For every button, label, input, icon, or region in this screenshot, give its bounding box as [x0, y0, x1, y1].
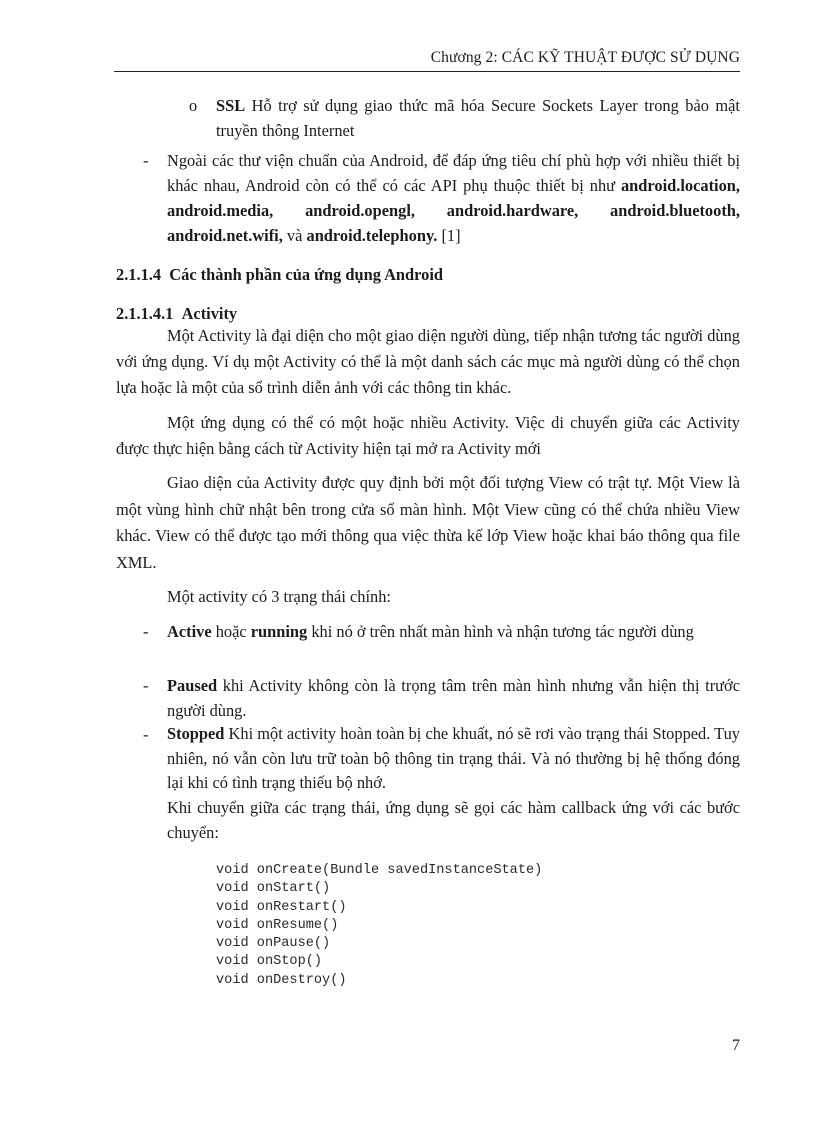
paragraph-activity-states-intro: Một activity có 3 trạng thái chính:	[167, 587, 391, 606]
state-term: Stopped	[167, 724, 225, 743]
paragraph-activity-definition: Một Activity là đại diện cho một giao diện người dùng, tiếp nhận tương tác người dùng với ứng dụng. Ví dụ một Activity có thể là một danh sách các mục mà người dùng có thể chọn lựa hoặc là một của sổ trình diễn ảnh với các thông tin khác.	[116, 326, 740, 397]
section-number: 2.1.1.4.1	[116, 304, 174, 323]
code-line: void onPause()	[216, 936, 331, 952]
state-connector: hoặc	[211, 622, 251, 641]
code-line: void onCreate(Bundle savedInstanceState)	[216, 863, 543, 878]
code-line: void onResume()	[216, 917, 339, 933]
list-bullet: o	[189, 96, 198, 115]
state-term: Paused	[167, 676, 218, 695]
paragraph-callback-intro: Khi chuyển giữa các trạng thái, ứng dụng sẽ gọi các hàm callback ứng với các bước chuyển:	[167, 798, 740, 842]
api-libraries: android.location, android.media, android.opengl, android.hardware, android.bluetooth, android.net.wifi,	[167, 176, 740, 245]
state-item-stopped	[167, 722, 740, 796]
code-line: void onStart()	[216, 881, 331, 897]
paragraph-activity-navigation: Một ứng dụng có thể có một hoặc nhiều Activity. Việc di chuyển giữa các Activity được thực hiện bằng cách từ Activity hiện tại mở ra Activity mới	[116, 413, 740, 458]
state-item-paused	[167, 673, 740, 723]
citation: [1]	[437, 226, 461, 245]
ssl-list-item	[216, 93, 740, 143]
page-number: 7	[732, 1037, 740, 1054]
list-dash: -	[143, 725, 149, 744]
code-line: void onDestroy()	[216, 972, 347, 988]
ssl-term: SSL	[216, 96, 246, 115]
api-joiner: và	[282, 226, 307, 245]
state-term: running	[250, 622, 308, 641]
list-dash: -	[143, 622, 149, 641]
list-dash: -	[143, 676, 149, 695]
ssl-description: Hỗ trợ sử dụng giao thức mã hóa Secure Sockets Layer trong bảo mật truyền thông Internet	[216, 96, 740, 140]
api-list-item	[167, 148, 740, 248]
section-number: 2.1.1.4	[116, 265, 162, 284]
state-description: Khi một activity hoàn toàn bị che khuất, nó sẽ rơi vào trạng thái Stopped. Tuy nhiên, nó vẫn còn lưu trữ toàn bộ thông tin trạng thái. Và nó thường bị hệ thống đóng lại khi có tình trạng thiếu bộ nhớ.	[167, 724, 740, 792]
code-line: void onRestart()	[216, 899, 347, 915]
paragraph-activity-view: Giao diện của Activity được quy định bởi một đối tượng View có trật tự. Một View là một vùng hình chữ nhật bên trong cửa sổ màn hình. Một View cũng có thể chứa nhiều View khác. View có thể được tạo mới thông qua việc thừa kế lớp View hoặc khai báo thông qua file XML.	[116, 473, 740, 572]
state-description: khi Activity không còn là trọng tâm trên màn hình nhưng vẫn hiện thị trước người dùng.	[167, 676, 740, 720]
api-last-library: android.telephony.	[306, 226, 438, 245]
section-title: Các thành phần của ứng dụng Android	[169, 265, 443, 284]
list-dash: -	[143, 151, 149, 170]
section-heading-components	[116, 262, 443, 287]
header-rule	[114, 71, 740, 72]
api-description: Ngoài các thư viện chuẩn của Android, để đáp ứng tiêu chí phù hợp với nhiều thiết bị khác nhau, Android còn có thể có các API phụ thuộc thiết bị như	[167, 151, 740, 195]
state-term: Active	[167, 622, 212, 641]
state-item-active	[167, 619, 740, 644]
section-title: Activity	[181, 304, 238, 323]
code-block	[216, 862, 542, 990]
code-line: void onStop()	[216, 954, 323, 970]
page-header: Chương 2: CÁC KỸ THUẬT ĐƯỢC SỬ DỤNG	[430, 49, 740, 66]
state-description: khi nó ở trên nhất màn hình và nhận tương tác người dùng	[307, 622, 694, 641]
